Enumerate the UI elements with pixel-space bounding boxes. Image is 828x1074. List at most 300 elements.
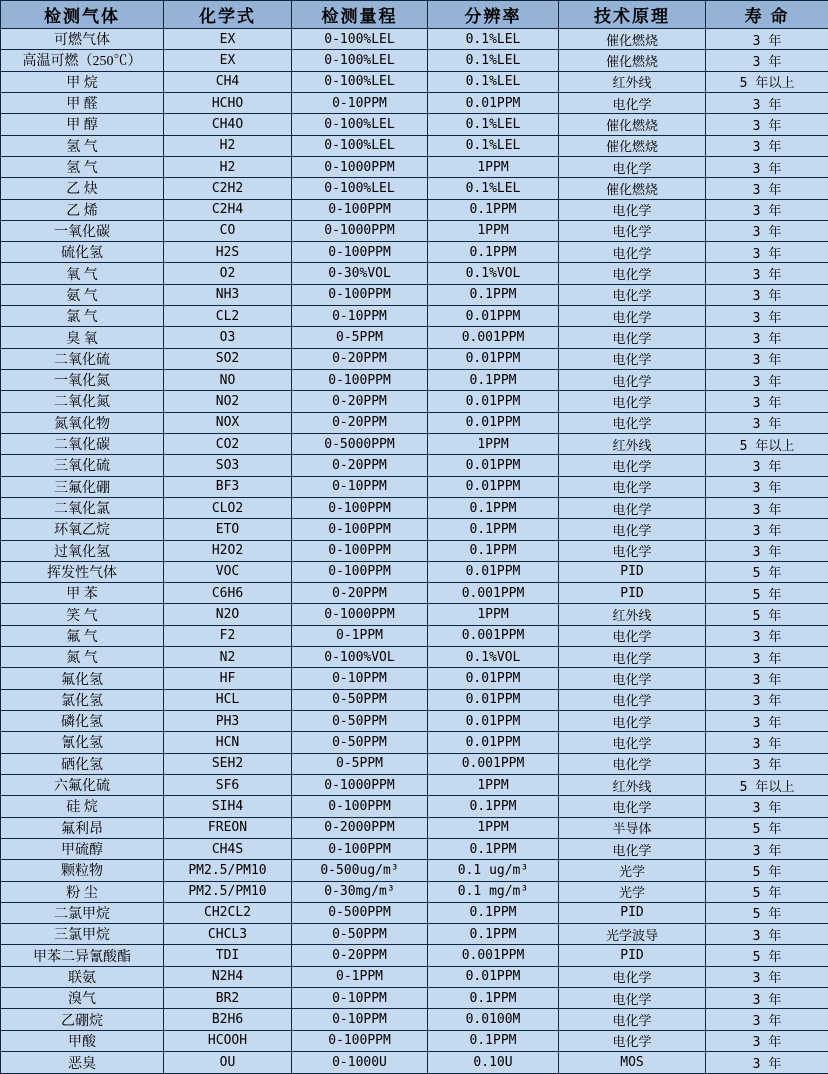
formula-cell: OU: [164, 1052, 292, 1074]
lifespan-cell: 3 年: [706, 199, 828, 220]
table-row: [1, 391, 828, 412]
principle-cell: 电化学: [559, 263, 706, 284]
table-row: [1, 966, 828, 987]
range-cell: 0-100%LEL: [292, 71, 428, 92]
formula-cell: SEH2: [164, 753, 292, 774]
gas-name-cell: 臭 氧: [1, 327, 164, 348]
range-cell: 0-500PPM: [292, 902, 428, 923]
table-row: [1, 753, 828, 774]
resolution-cell: 0.01PPM: [428, 391, 559, 412]
range-cell: 0-50PPM: [292, 732, 428, 753]
formula-cell: CH4S: [164, 838, 292, 859]
table-row: [1, 306, 828, 327]
formula-cell: TDI: [164, 945, 292, 966]
gas-name-cell: 氢 气: [1, 135, 164, 156]
formula-cell: HCOOH: [164, 1030, 292, 1051]
resolution-cell: 0.01PPM: [428, 711, 559, 732]
range-cell: 0-20PPM: [292, 945, 428, 966]
range-cell: 0-20PPM: [292, 455, 428, 476]
range-cell: 0-5000PPM: [292, 433, 428, 454]
range-cell: 0-100PPM: [292, 540, 428, 561]
gas-name-cell: 硅 烷: [1, 796, 164, 817]
lifespan-cell: 3 年: [706, 711, 828, 732]
lifespan-cell: 3 年: [706, 625, 828, 646]
lifespan-cell: 3 年: [706, 348, 828, 369]
principle-cell: 红外线: [559, 433, 706, 454]
table-row: [1, 412, 828, 433]
formula-cell: CH2CL2: [164, 902, 292, 923]
principle-cell: 催化燃烧: [559, 29, 706, 50]
resolution-cell: 0.1 mg/m³: [428, 881, 559, 902]
range-cell: 0-100PPM: [292, 519, 428, 540]
principle-cell: PID: [559, 561, 706, 582]
gas-name-cell: 硫化氢: [1, 242, 164, 263]
table-header: [1, 1, 828, 29]
resolution-cell: 0.01PPM: [428, 668, 559, 689]
gas-name-cell: 三氧化硫: [1, 455, 164, 476]
resolution-cell: 0.10U: [428, 1052, 559, 1074]
formula-cell: ETO: [164, 519, 292, 540]
formula-cell: O2: [164, 263, 292, 284]
lifespan-cell: 5 年: [706, 902, 828, 923]
resolution-cell: 1PPM: [428, 433, 559, 454]
principle-cell: PID: [559, 945, 706, 966]
principle-cell: 电化学: [559, 391, 706, 412]
table-row: [1, 263, 828, 284]
resolution-cell: 0.1 ug/m³: [428, 860, 559, 881]
formula-cell: NH3: [164, 284, 292, 305]
table-row: [1, 924, 828, 945]
lifespan-cell: 3 年: [706, 966, 828, 987]
gas-name-cell: 乙 炔: [1, 178, 164, 199]
range-cell: 0-100PPM: [292, 284, 428, 305]
gas-name-cell: 乙硼烷: [1, 1009, 164, 1030]
gas-name-cell: 三氯甲烷: [1, 924, 164, 945]
gas-name-cell: 氮氧化物: [1, 412, 164, 433]
gas-name-cell: 二氧化氯: [1, 497, 164, 518]
range-cell: 0-100PPM: [292, 370, 428, 391]
lifespan-cell: 5 年: [706, 945, 828, 966]
formula-cell: VOC: [164, 561, 292, 582]
lifespan-cell: 3 年: [706, 220, 828, 241]
formula-cell: SO3: [164, 455, 292, 476]
range-cell: 0-500ug/m³: [292, 860, 428, 881]
resolution-cell: 0.1%VOL: [428, 263, 559, 284]
table-row: [1, 92, 828, 113]
header-principle: 技术原理: [559, 1, 706, 29]
range-cell: 0-1000PPM: [292, 220, 428, 241]
formula-cell: N2H4: [164, 966, 292, 987]
gas-name-cell: 二氯甲烷: [1, 902, 164, 923]
header-range: 检测量程: [292, 1, 428, 29]
principle-cell: 电化学: [559, 199, 706, 220]
table-row: [1, 881, 828, 902]
resolution-cell: 0.001PPM: [428, 583, 559, 604]
table-row: [1, 561, 828, 582]
table-row: [1, 668, 828, 689]
lifespan-cell: 3 年: [706, 242, 828, 263]
table-row: [1, 29, 828, 50]
principle-cell: 电化学: [559, 796, 706, 817]
lifespan-cell: 3 年: [706, 114, 828, 135]
formula-cell: H2: [164, 135, 292, 156]
formula-cell: H2S: [164, 242, 292, 263]
resolution-cell: 0.1PPM: [428, 370, 559, 391]
range-cell: 0-20PPM: [292, 412, 428, 433]
table-row: [1, 583, 828, 604]
lifespan-cell: 3 年: [706, 924, 828, 945]
gas-name-cell: 甲酸: [1, 1030, 164, 1051]
lifespan-cell: 5 年以上: [706, 433, 828, 454]
range-cell: 0-1000PPM: [292, 604, 428, 625]
principle-cell: 电化学: [559, 284, 706, 305]
gas-name-cell: 高温可燃（250℃）: [1, 50, 164, 71]
lifespan-cell: 3 年: [706, 796, 828, 817]
gas-name-cell: 笑 气: [1, 604, 164, 625]
formula-cell: EX: [164, 29, 292, 50]
table-row: [1, 242, 828, 263]
table-row: [1, 796, 828, 817]
resolution-cell: 0.01PPM: [428, 732, 559, 753]
formula-cell: HF: [164, 668, 292, 689]
gas-name-cell: 可燃气体: [1, 29, 164, 50]
principle-cell: 电化学: [559, 348, 706, 369]
table-row: [1, 1030, 828, 1051]
gas-name-cell: 氯 气: [1, 306, 164, 327]
table-row: [1, 689, 828, 710]
formula-cell: FREON: [164, 817, 292, 838]
lifespan-cell: 3 年: [706, 135, 828, 156]
table-row: [1, 476, 828, 497]
resolution-cell: 0.01PPM: [428, 689, 559, 710]
resolution-cell: 0.1PPM: [428, 284, 559, 305]
resolution-cell: 1PPM: [428, 604, 559, 625]
formula-cell: N2O: [164, 604, 292, 625]
table-row: [1, 433, 828, 454]
formula-cell: CO: [164, 220, 292, 241]
principle-cell: PID: [559, 902, 706, 923]
gas-name-cell: 甲 醇: [1, 114, 164, 135]
principle-cell: 红外线: [559, 71, 706, 92]
principle-cell: 电化学: [559, 306, 706, 327]
resolution-cell: 0.1%LEL: [428, 50, 559, 71]
formula-cell: CH4: [164, 71, 292, 92]
table-row: [1, 945, 828, 966]
header-resolution: 分辨率: [428, 1, 559, 29]
principle-cell: 电化学: [559, 668, 706, 689]
lifespan-cell: 3 年: [706, 732, 828, 753]
formula-cell: PH3: [164, 711, 292, 732]
resolution-cell: 0.1%VOL: [428, 647, 559, 668]
lifespan-cell: 5 年: [706, 881, 828, 902]
gas-name-cell: 氟利昂: [1, 817, 164, 838]
range-cell: 0-20PPM: [292, 348, 428, 369]
range-cell: 0-100%LEL: [292, 178, 428, 199]
lifespan-cell: 3 年: [706, 988, 828, 1009]
gas-name-cell: 磷化氢: [1, 711, 164, 732]
lifespan-cell: 3 年: [706, 519, 828, 540]
table-row: [1, 156, 828, 177]
range-cell: 0-100%LEL: [292, 114, 428, 135]
table-row: [1, 135, 828, 156]
resolution-cell: 0.1PPM: [428, 924, 559, 945]
formula-cell: SIH4: [164, 796, 292, 817]
gas-name-cell: 氰化氢: [1, 732, 164, 753]
gas-name-cell: 环氧乙烷: [1, 519, 164, 540]
table-row: [1, 220, 828, 241]
principle-cell: 电化学: [559, 711, 706, 732]
gas-name-cell: 二氧化氮: [1, 391, 164, 412]
formula-cell: PM2.5/PM10: [164, 881, 292, 902]
lifespan-cell: 3 年: [706, 668, 828, 689]
lifespan-cell: 3 年: [706, 1030, 828, 1051]
lifespan-cell: 3 年: [706, 263, 828, 284]
resolution-cell: 0.01PPM: [428, 348, 559, 369]
formula-cell: CLO2: [164, 497, 292, 518]
lifespan-cell: 5 年: [706, 860, 828, 881]
resolution-cell: 0.1%LEL: [428, 135, 559, 156]
principle-cell: 电化学: [559, 753, 706, 774]
resolution-cell: 0.001PPM: [428, 625, 559, 646]
gas-name-cell: 氨 气: [1, 284, 164, 305]
lifespan-cell: 3 年: [706, 178, 828, 199]
formula-cell: HCL: [164, 689, 292, 710]
principle-cell: 电化学: [559, 732, 706, 753]
lifespan-cell: 3 年: [706, 1009, 828, 1030]
principle-cell: 光学: [559, 881, 706, 902]
lifespan-cell: 3 年: [706, 647, 828, 668]
lifespan-cell: 3 年: [706, 50, 828, 71]
resolution-cell: 0.01PPM: [428, 966, 559, 987]
range-cell: 0-100%VOL: [292, 647, 428, 668]
range-cell: 0-100PPM: [292, 796, 428, 817]
principle-cell: 电化学: [559, 1009, 706, 1030]
formula-cell: CO2: [164, 433, 292, 454]
principle-cell: 电化学: [559, 519, 706, 540]
principle-cell: PID: [559, 583, 706, 604]
resolution-cell: 0.01PPM: [428, 92, 559, 113]
range-cell: 0-30%VOL: [292, 263, 428, 284]
resolution-cell: 0.01PPM: [428, 455, 559, 476]
lifespan-cell: 5 年: [706, 604, 828, 625]
resolution-cell: 1PPM: [428, 220, 559, 241]
table-row: [1, 647, 828, 668]
gas-name-cell: 六氟化硫: [1, 774, 164, 795]
gas-name-cell: 甲 烷: [1, 71, 164, 92]
lifespan-cell: 3 年: [706, 497, 828, 518]
gas-name-cell: 氧 气: [1, 263, 164, 284]
table-row: [1, 817, 828, 838]
table-row: [1, 370, 828, 391]
header-formula: 化学式: [164, 1, 292, 29]
formula-cell: HCHO: [164, 92, 292, 113]
formula-cell: BF3: [164, 476, 292, 497]
formula-cell: SF6: [164, 774, 292, 795]
resolution-cell: 0.1PPM: [428, 796, 559, 817]
formula-cell: H2O2: [164, 540, 292, 561]
table-row: [1, 50, 828, 71]
range-cell: 0-100%LEL: [292, 50, 428, 71]
gas-name-cell: 氢 气: [1, 156, 164, 177]
resolution-cell: 0.1%LEL: [428, 29, 559, 50]
lifespan-cell: 3 年: [706, 391, 828, 412]
formula-cell: C2H2: [164, 178, 292, 199]
gas-name-cell: 甲苯二异氰酸酯: [1, 945, 164, 966]
resolution-cell: 0.001PPM: [428, 753, 559, 774]
gas-name-cell: 氯化氢: [1, 689, 164, 710]
principle-cell: MOS: [559, 1052, 706, 1074]
formula-cell: CL2: [164, 306, 292, 327]
principle-cell: 电化学: [559, 497, 706, 518]
range-cell: 0-1000PPM: [292, 156, 428, 177]
formula-cell: F2: [164, 625, 292, 646]
resolution-cell: 0.1%LEL: [428, 71, 559, 92]
formula-cell: C6H6: [164, 583, 292, 604]
lifespan-cell: 5 年: [706, 561, 828, 582]
gas-name-cell: 硒化氢: [1, 753, 164, 774]
principle-cell: 电化学: [559, 988, 706, 1009]
range-cell: 0-20PPM: [292, 391, 428, 412]
header-row: [1, 1, 828, 29]
principle-cell: 催化燃烧: [559, 135, 706, 156]
lifespan-cell: 3 年: [706, 838, 828, 859]
range-cell: 0-100PPM: [292, 242, 428, 263]
principle-cell: 红外线: [559, 604, 706, 625]
range-cell: 0-10PPM: [292, 1009, 428, 1030]
gas-name-cell: 甲 醛: [1, 92, 164, 113]
range-cell: 0-30mg/m³: [292, 881, 428, 902]
table-row: [1, 114, 828, 135]
range-cell: 0-2000PPM: [292, 817, 428, 838]
range-cell: 0-10PPM: [292, 668, 428, 689]
table-row: [1, 519, 828, 540]
table-row: [1, 838, 828, 859]
resolution-cell: 0.1PPM: [428, 838, 559, 859]
gas-name-cell: 乙 烯: [1, 199, 164, 220]
resolution-cell: 0.01PPM: [428, 561, 559, 582]
resolution-cell: 0.1PPM: [428, 540, 559, 561]
gas-name-cell: 氟 气: [1, 625, 164, 646]
lifespan-cell: 5 年以上: [706, 774, 828, 795]
gas-name-cell: 氟化氢: [1, 668, 164, 689]
principle-cell: 电化学: [559, 625, 706, 646]
lifespan-cell: 3 年: [706, 753, 828, 774]
table-row: [1, 732, 828, 753]
formula-cell: NOX: [164, 412, 292, 433]
range-cell: 0-100PPM: [292, 838, 428, 859]
principle-cell: 电化学: [559, 838, 706, 859]
table-row: [1, 178, 828, 199]
gas-name-cell: 恶臭: [1, 1052, 164, 1074]
range-cell: 0-100PPM: [292, 561, 428, 582]
formula-cell: EX: [164, 50, 292, 71]
gas-name-cell: 溴气: [1, 988, 164, 1009]
formula-cell: HCN: [164, 732, 292, 753]
gas-name-cell: 联氨: [1, 966, 164, 987]
table-row: [1, 604, 828, 625]
gas-name-cell: 甲硫醇: [1, 838, 164, 859]
lifespan-cell: 3 年: [706, 476, 828, 497]
table-row: [1, 199, 828, 220]
gas-name-cell: 一氧化氮: [1, 370, 164, 391]
range-cell: 0-10PPM: [292, 988, 428, 1009]
table-row: [1, 1052, 828, 1074]
principle-cell: 电化学: [559, 647, 706, 668]
formula-cell: B2H6: [164, 1009, 292, 1030]
range-cell: 0-5PPM: [292, 753, 428, 774]
principle-cell: 电化学: [559, 412, 706, 433]
table-row: [1, 711, 828, 732]
resolution-cell: 0.1%LEL: [428, 114, 559, 135]
formula-cell: O3: [164, 327, 292, 348]
resolution-cell: 0.1PPM: [428, 519, 559, 540]
lifespan-cell: 3 年: [706, 1052, 828, 1074]
range-cell: 0-1PPM: [292, 966, 428, 987]
lifespan-cell: 3 年: [706, 327, 828, 348]
lifespan-cell: 5 年以上: [706, 71, 828, 92]
range-cell: 0-1000U: [292, 1052, 428, 1074]
principle-cell: 电化学: [559, 540, 706, 561]
formula-cell: N2: [164, 647, 292, 668]
gas-name-cell: 过氧化氢: [1, 540, 164, 561]
gas-name-cell: 甲 苯: [1, 583, 164, 604]
principle-cell: 光学波导: [559, 924, 706, 945]
formula-cell: NO: [164, 370, 292, 391]
principle-cell: 电化学: [559, 220, 706, 241]
resolution-cell: 0.0100M: [428, 1009, 559, 1030]
range-cell: 0-50PPM: [292, 711, 428, 732]
principle-cell: 电化学: [559, 242, 706, 263]
principle-cell: 催化燃烧: [559, 114, 706, 135]
table-row: [1, 284, 828, 305]
resolution-cell: 0.1PPM: [428, 199, 559, 220]
range-cell: 0-100PPM: [292, 1030, 428, 1051]
resolution-cell: 0.01PPM: [428, 412, 559, 433]
resolution-cell: 0.1PPM: [428, 242, 559, 263]
range-cell: 0-10PPM: [292, 92, 428, 113]
resolution-cell: 0.01PPM: [428, 306, 559, 327]
formula-cell: CH4O: [164, 114, 292, 135]
resolution-cell: 1PPM: [428, 817, 559, 838]
lifespan-cell: 5 年: [706, 583, 828, 604]
principle-cell: 电化学: [559, 92, 706, 113]
range-cell: 0-1000PPM: [292, 774, 428, 795]
gas-name-cell: 二氧化硫: [1, 348, 164, 369]
gas-name-cell: 粉 尘: [1, 881, 164, 902]
resolution-cell: 1PPM: [428, 774, 559, 795]
table-row: [1, 860, 828, 881]
lifespan-cell: 3 年: [706, 29, 828, 50]
table-row: [1, 1009, 828, 1030]
table-row: [1, 348, 828, 369]
lifespan-cell: 3 年: [706, 455, 828, 476]
header-gas: 检测气体: [1, 1, 164, 29]
range-cell: 0-20PPM: [292, 583, 428, 604]
range-cell: 0-10PPM: [292, 476, 428, 497]
lifespan-cell: 3 年: [706, 284, 828, 305]
range-cell: 0-100%LEL: [292, 29, 428, 50]
principle-cell: 催化燃烧: [559, 50, 706, 71]
table-row: [1, 497, 828, 518]
table-row: [1, 988, 828, 1009]
principle-cell: 光学: [559, 860, 706, 881]
principle-cell: 电化学: [559, 156, 706, 177]
formula-cell: PM2.5/PM10: [164, 860, 292, 881]
resolution-cell: 0.001PPM: [428, 945, 559, 966]
lifespan-cell: 5 年: [706, 817, 828, 838]
table-row: [1, 327, 828, 348]
principle-cell: 电化学: [559, 370, 706, 391]
